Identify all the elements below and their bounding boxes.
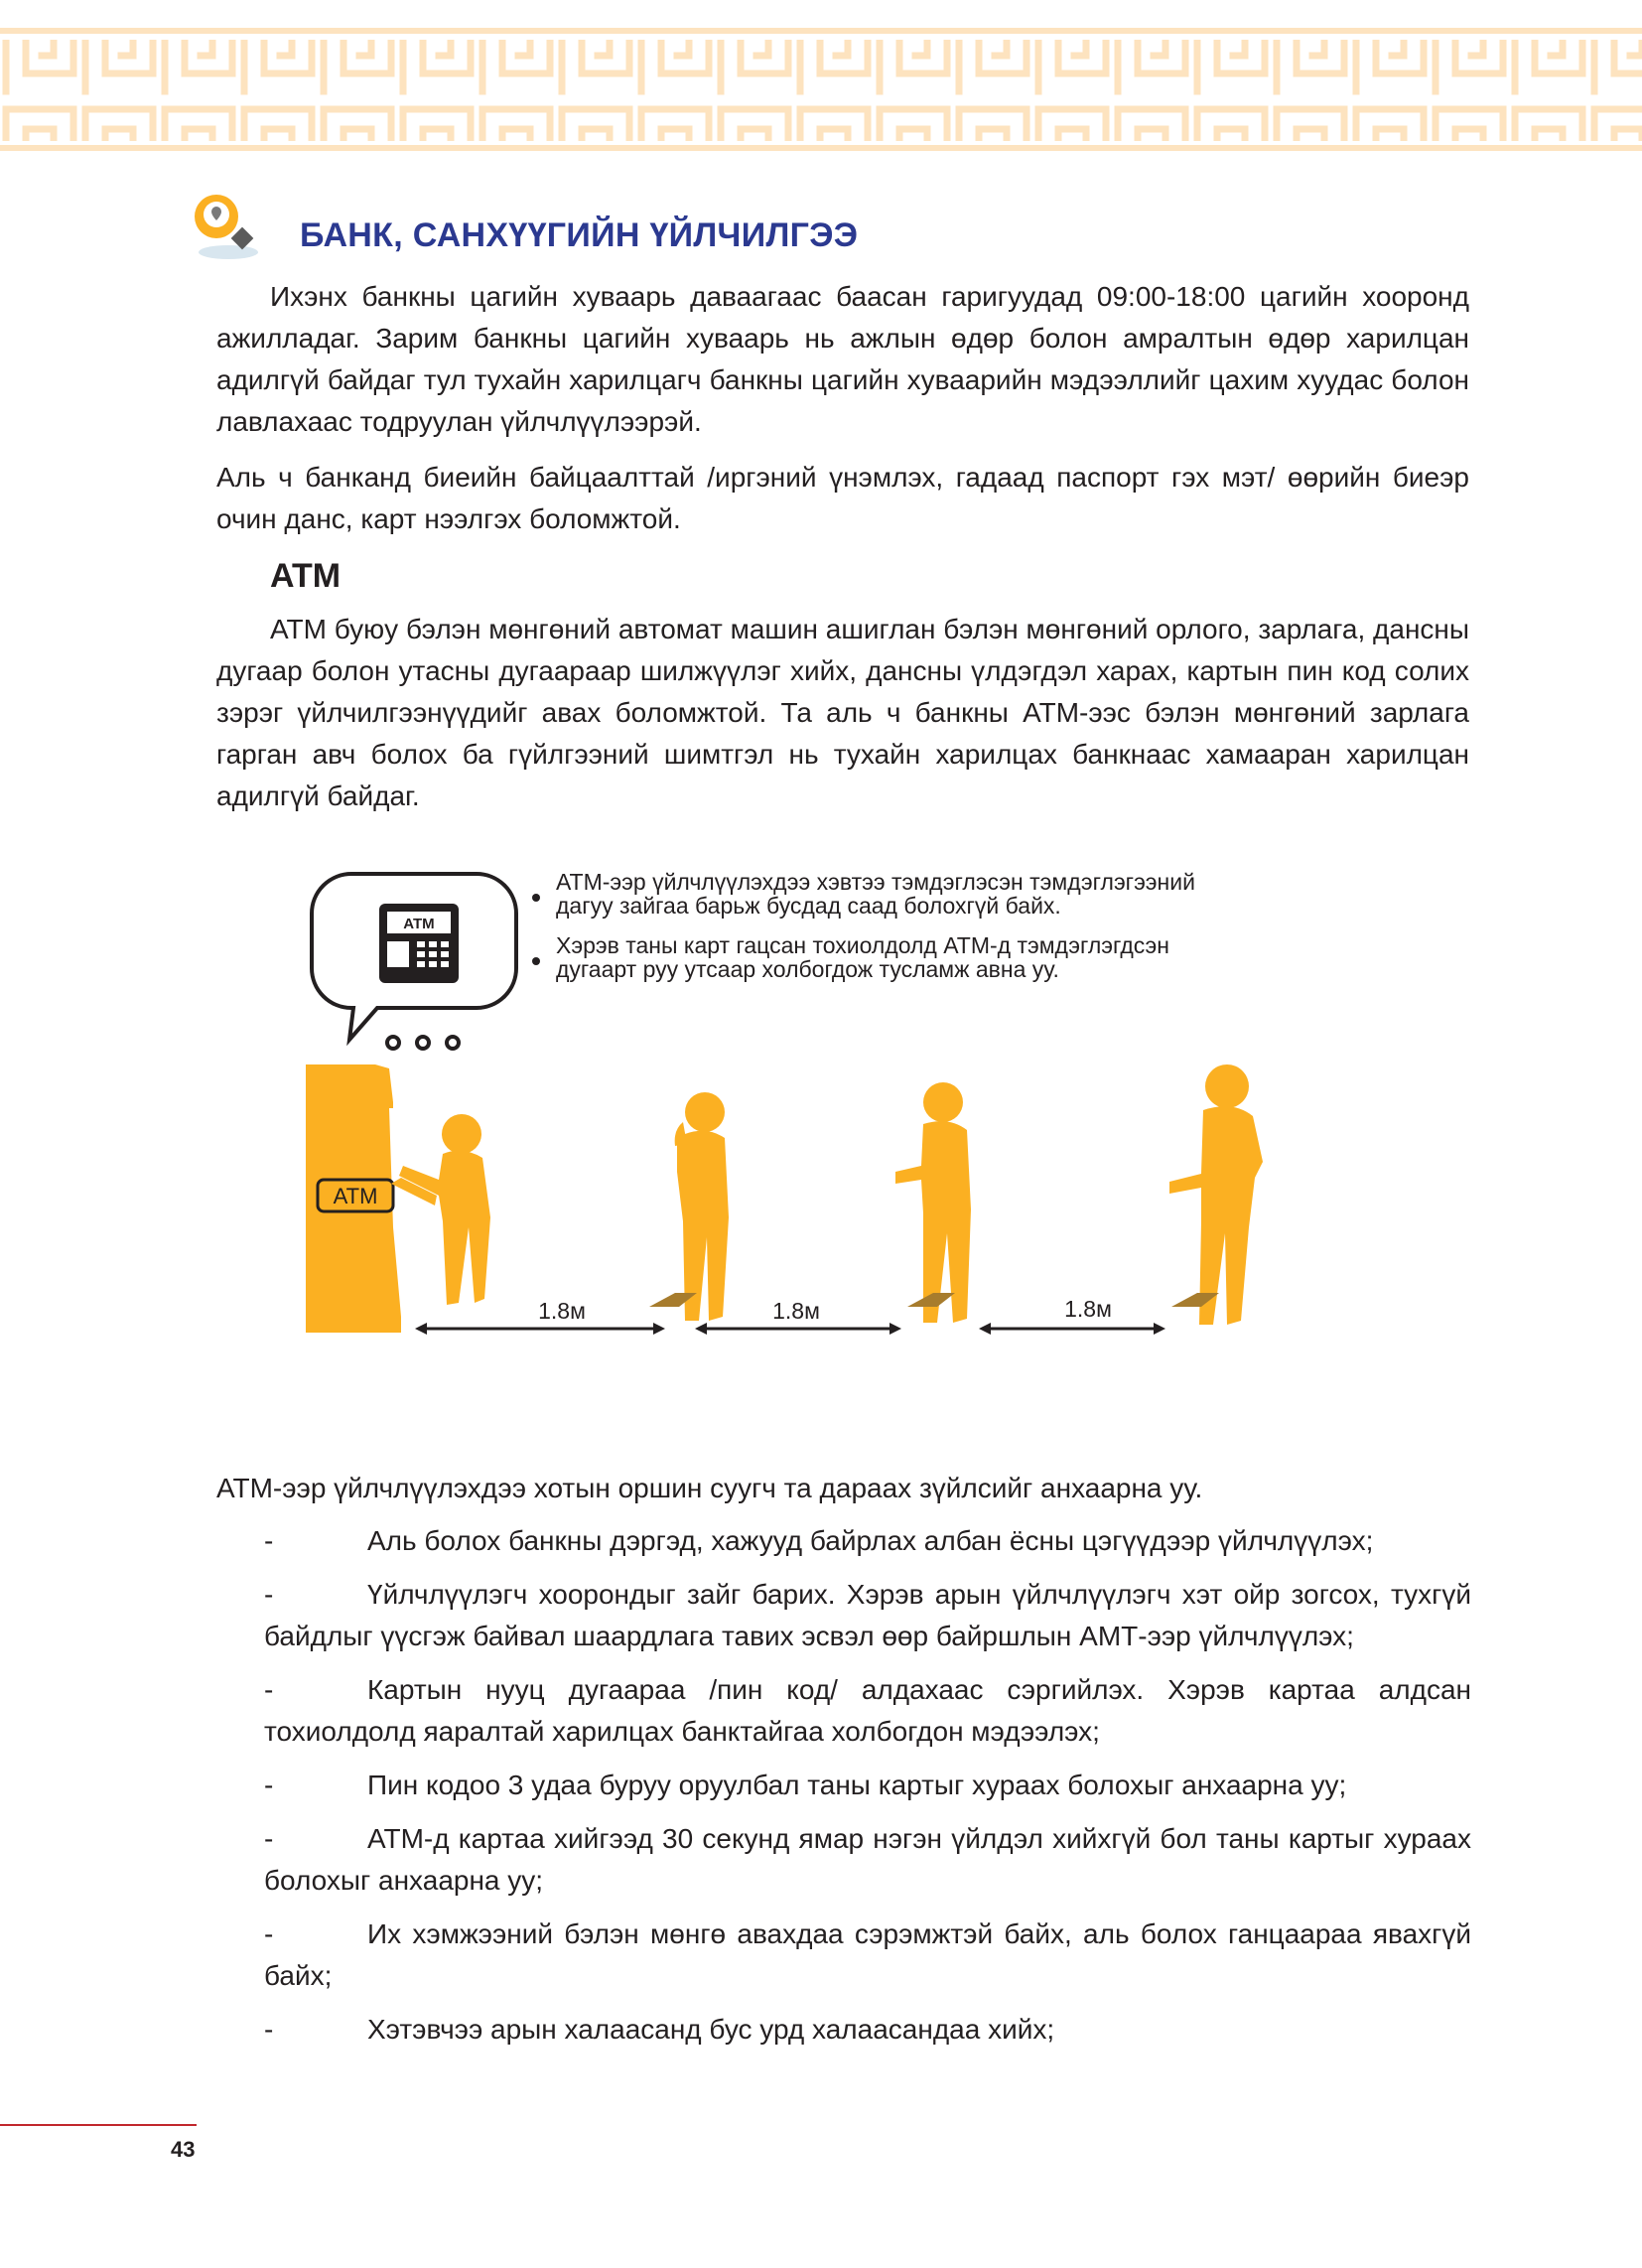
distance-label-2: 1.8м (772, 1298, 820, 1324)
person-silhouette (391, 1114, 490, 1305)
list-item-text: Үйлчлүүлэгч хоорондыг зайг барих. Хэрэв арын үйлчлүүлэгч хэт ойр зогсох, тухгүй байдлыг үүсгэж байвал шаардлага тавих эсвэл өөр байршлын АМТ-ээр үйлчлүүлэх; (264, 1579, 1471, 1651)
person-silhouette (895, 1082, 971, 1323)
list-item-text: Аль болох банкны дэргэд, хажууд байрлах албан ёсны цэгүүдээр үйлчлүүлэх; (367, 1525, 1374, 1556)
decorative-border (0, 0, 1642, 159)
list-intro: АТМ-ээр үйлчлүүлэхдээ хотын оршин суугч та дараах зүйлсийг анхаарна уу. (216, 1473, 1203, 1503)
list-item (260, 1574, 1471, 1657)
floor-markers (649, 1293, 1219, 1307)
dash-marker: - (264, 1918, 274, 1949)
machine-atm-label: ATM (333, 1184, 378, 1208)
dash-marker: - (264, 1823, 274, 1854)
list-item-text: Их хэмжээний бэлэн мөнгө авахдаа сэрэмжтэй байх, аль болох ганцаараа явахгүй байх; (264, 1918, 1471, 1991)
list-item-text: АТМ-д картаа хийгээд 30 секунд ямар нэгэн үйлдэл хийхгүй бол таны картыг хураах болохыг анхаарна уу; (264, 1823, 1471, 1896)
distance-label-3: 1.8м (1064, 1296, 1112, 1322)
dash-marker: - (264, 2014, 274, 2045)
atm-queue-illustration (288, 854, 1410, 1440)
list-item (260, 1765, 1471, 1806)
atm-text (216, 609, 1469, 831)
atm-machine (306, 1064, 401, 1333)
dash-marker: - (264, 1770, 274, 1800)
dash-marker: - (264, 1579, 274, 1610)
list-item (260, 1818, 1471, 1902)
note-1-line-1: АТМ-ээр үйлчлүүлэхдээ хэвтээ тэмдэглэсэн тэмдэглэгээний (556, 869, 1195, 895)
distance-labels (538, 1296, 1112, 1324)
person-silhouette (1169, 1064, 1263, 1325)
list-item (260, 2009, 1471, 2051)
advice-list (260, 1520, 1471, 2062)
note-2-line-2: дугаарт руу утсаар холбогдож тусламж авна уу. (556, 956, 1059, 982)
footer-rule (0, 2124, 197, 2126)
note-2-line-1: Хэрэв таны карт гацсан тохиолдолд АТМ-д тэмдэглэгдсэн (556, 932, 1169, 958)
list-item-text: Картын нууц дугаараа /пин код/ алдахаас сэргийлэх. Хэрэв картаа алдсан тохиолдолд яаралтай харилцах банктайгаа холбогдон мэдээлэх; (264, 1674, 1471, 1747)
atm-icon (379, 904, 459, 983)
list-item (260, 1669, 1471, 1753)
list-item-text: Хэтэвчээ арын халаасанд бус урд халаасандаа хийх; (367, 2014, 1055, 2045)
list-item (260, 1520, 1471, 1562)
illustration-notes (532, 869, 1195, 982)
bubble-atm-label: ATM (403, 916, 435, 932)
intro-text (216, 276, 1469, 554)
intro-paragraph-1: Ихэнх банкны цагийн хуваарь даваагаас баасан гаригуудад 09:00-18:00 цагийн хооронд ажилладаг. Зарим банкны цагийн хуваарь нь ажлын өдөр болон амралтын өдөр харилцан адилгүй байдаг тул тухайн харилцагч банкны цагийн хуваарийн мэдээллийг цахим хуудас болон лавлахаас тодруулан үйлчлүүлээрэй. (216, 281, 1469, 437)
dash-marker: - (264, 1525, 274, 1556)
page-title: БАНК, САНХҮҮГИЙН ҮЙЛЧИЛГЭЭ (300, 216, 859, 254)
distance-arrows (415, 1323, 1165, 1335)
page-number: 43 (171, 2137, 196, 2162)
dash-marker: - (264, 1674, 274, 1705)
list-item-text: Пин кодоо 3 удаа буруу оруулбал таны картыг хураах болохыг анхаарна уу; (367, 1770, 1347, 1800)
note-1-line-2: дагуу зайгаа барьж бусдад саад болохгүй байх. (556, 893, 1061, 919)
intro-paragraph-2: Аль ч банканд биеийн байцаалттай /иргэний үнэмлэх, гадаад паспорт гэх мэт/ өөрийн биеэр очин данс, карт нээлгэх боломжтой. (216, 462, 1469, 534)
atm-paragraph: АТМ буюу бэлэн мөнгөний автомат машин ашиглан бэлэн мөнгөний орлого, зарлага, дансны дугаар болон утасны дугаараар шилжүүлэг хийх, дансны үлдэгдэл харах, картын пин код солих зэрэг үйлчилгээнүүдийг авах боломжтой. Та аль ч банкны АТМ-ээс бэлэн мөнгөний зарлага гарган авч болох ба гүйлгээний шимтгэл нь тухайн харилцах банкнаас хамааран харилцан адилгүй байдаг. (216, 614, 1469, 811)
distance-label-1: 1.8м (538, 1298, 586, 1324)
location-pin-icon (189, 187, 270, 262)
person-silhouette (675, 1092, 729, 1321)
atm-heading: ATM (270, 557, 342, 595)
list-item (260, 1914, 1471, 1997)
